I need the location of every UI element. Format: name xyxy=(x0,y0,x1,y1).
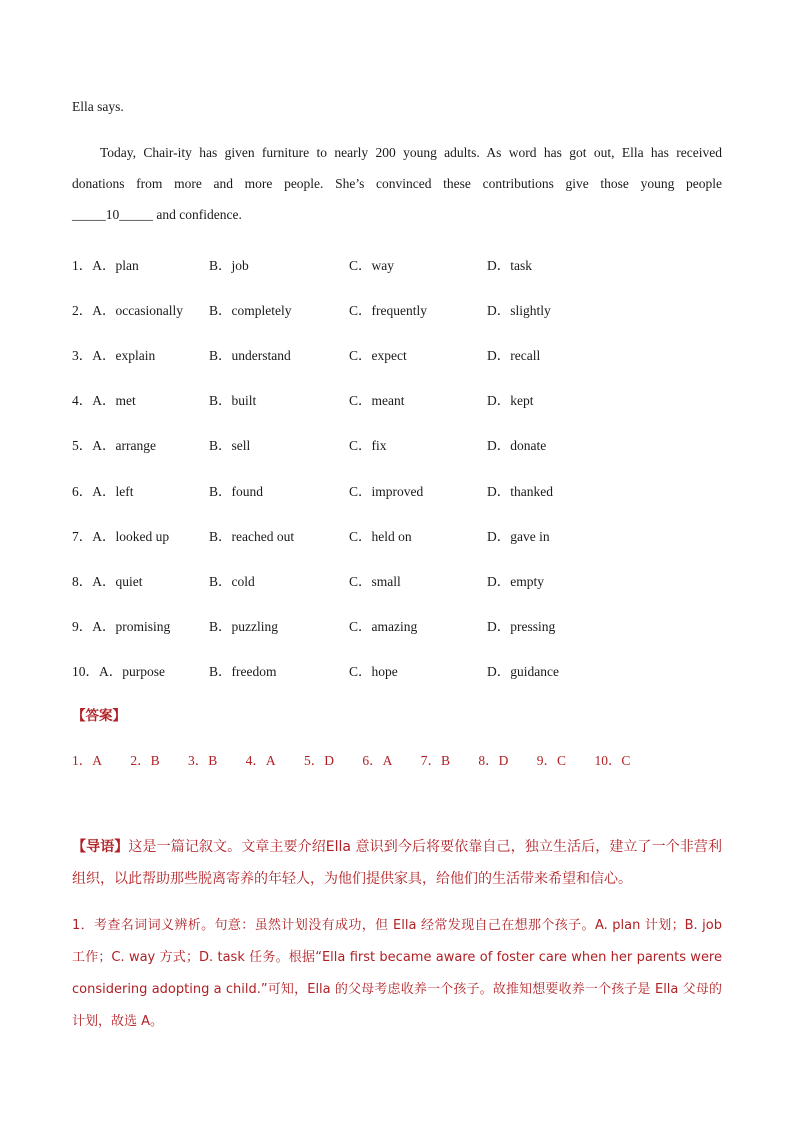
option-a: A．plan xyxy=(92,258,139,273)
answer-item: 5．D xyxy=(304,753,335,768)
question-number: 4． xyxy=(72,393,93,409)
question-number: 6． xyxy=(72,483,93,499)
option-b: B．puzzling xyxy=(209,618,278,634)
option-d: D．thanked xyxy=(487,483,553,499)
option-c-cell xyxy=(349,344,407,364)
option-d-cell xyxy=(487,480,553,500)
option-d: D．guidance xyxy=(487,663,559,679)
option-a-cell xyxy=(72,434,156,454)
option-d-cell xyxy=(487,660,559,680)
option-b: B．reached out xyxy=(209,528,295,544)
option-d-cell xyxy=(487,299,551,319)
option-b: B．understand xyxy=(209,348,291,364)
question-row xyxy=(72,434,732,454)
option-a: A．quiet xyxy=(92,573,143,589)
answer-item: 2．B xyxy=(130,753,160,768)
question-row xyxy=(72,615,732,635)
guide-paragraph xyxy=(72,831,722,895)
question-number: 5． xyxy=(72,438,93,454)
question-number: 2． xyxy=(72,303,93,319)
option-d-cell xyxy=(487,344,540,364)
option-d: D．empty xyxy=(487,573,544,589)
option-b-cell xyxy=(209,254,249,274)
option-c: C．held on xyxy=(349,528,412,544)
answer-item: 7．B xyxy=(420,753,451,768)
option-a-cell xyxy=(72,254,139,274)
option-a-cell xyxy=(72,615,170,635)
option-a: A．purpose xyxy=(99,663,165,679)
option-d: D．task xyxy=(487,258,532,273)
option-d-cell xyxy=(487,570,544,590)
option-d: D．slightly xyxy=(487,303,551,319)
option-c-cell xyxy=(349,525,412,545)
option-c-cell xyxy=(349,570,401,590)
option-a: A．met xyxy=(92,393,136,409)
question-row xyxy=(72,299,732,319)
option-b-cell xyxy=(209,525,294,545)
option-c-cell xyxy=(349,660,398,680)
option-d-cell xyxy=(487,525,550,545)
question-row xyxy=(72,525,732,545)
option-a: A．looked up xyxy=(92,528,170,544)
option-d-cell xyxy=(487,389,534,409)
option-a: A．explain xyxy=(92,348,156,364)
option-b-cell xyxy=(209,570,255,590)
option-d: D．gave in xyxy=(487,528,550,544)
guide-label: 【导语】 xyxy=(72,839,129,855)
explanation-1: 1．考查名词词义辨析。句意：虽然计划没有成功，但 Ella 经常发现自己在想那个孩子。A. plan 计划；B. job 工作；C. way 方式；D. task 任务。根据“Ella first became aware of foster care when her parents were considering adopting a child.”可知，Ella 的父母考虑收养一个孩子。故推知想要收养一个孩子是 Ella 父母的计划，故选 A。 xyxy=(72,918,722,1029)
option-a-cell xyxy=(72,389,136,409)
option-d-cell xyxy=(487,254,532,274)
option-a: A．occasionally xyxy=(92,303,183,319)
passage-paragraph-line-3: _____10_____ and confidence. xyxy=(72,207,242,222)
answer-item: 9．C xyxy=(536,753,567,768)
answer-item: 6．A xyxy=(362,753,393,768)
option-a: A．left xyxy=(92,483,134,499)
passage-paragraph-line-2: donations from more and more people. She’s convinced these contributions give those young people xyxy=(72,176,722,191)
option-b-cell xyxy=(209,299,291,319)
option-c: C．expect xyxy=(349,348,407,364)
option-c: C．way xyxy=(349,258,394,273)
option-b-cell xyxy=(209,660,276,680)
question-number: 1． xyxy=(72,258,93,273)
option-b-cell xyxy=(209,344,291,364)
option-b: B．job xyxy=(209,258,249,273)
question-row xyxy=(72,570,732,590)
option-a-cell xyxy=(72,480,134,500)
option-b-cell xyxy=(209,389,256,409)
option-b-cell xyxy=(209,434,250,454)
option-a-cell xyxy=(72,525,169,545)
option-c-cell xyxy=(349,480,423,500)
option-c-cell xyxy=(349,615,417,635)
option-c: C．amazing xyxy=(349,618,418,634)
option-d: D．pressing xyxy=(487,618,556,634)
option-b: B．sell xyxy=(209,438,251,454)
question-number: 9． xyxy=(72,618,93,634)
answer-item: 1．A xyxy=(72,753,102,768)
guide-text: 这是一篇记叙文。文章主要介绍Ella 意识到今后将要依靠自己，独立生活后，建立了一个非营利组织，以此帮助那些脱离寄养的年轻人，为他们提供家具，给他们的生活带来希望和信心。 xyxy=(72,839,723,887)
option-a-cell xyxy=(72,660,165,680)
option-c: C．meant xyxy=(349,393,405,409)
question-number: 10． xyxy=(72,663,99,679)
passage-line-0: Ella says. xyxy=(72,99,124,114)
option-c: C．hope xyxy=(349,663,398,679)
answer-heading: 【答案】 xyxy=(72,708,126,724)
option-b: B．built xyxy=(209,393,257,409)
option-c: C．improved xyxy=(349,483,424,499)
option-b-cell xyxy=(209,480,263,500)
question-number: 7． xyxy=(72,528,93,544)
option-d: D．kept xyxy=(487,393,534,409)
option-c-cell xyxy=(349,389,405,409)
option-a-cell xyxy=(72,299,183,319)
answer-key xyxy=(72,749,655,769)
option-c-cell xyxy=(349,254,394,274)
option-b: B．found xyxy=(209,483,263,499)
answer-item: 10．C xyxy=(594,753,631,768)
option-d: D．recall xyxy=(487,348,541,364)
question-row xyxy=(72,389,732,409)
answer-item: 3．B xyxy=(188,753,218,768)
option-c: C．frequently xyxy=(349,303,427,319)
question-row xyxy=(72,254,732,274)
option-a-cell xyxy=(72,570,143,590)
question-number: 3． xyxy=(72,348,93,364)
answer-item: 4．A xyxy=(245,753,276,768)
option-d-cell xyxy=(487,434,546,454)
option-b-cell xyxy=(209,615,278,635)
question-number: 8． xyxy=(72,573,93,589)
passage-paragraph-line-1: Today, Chair-ity has given furniture to nearly 200 young adults. As word has got out, Ella has received xyxy=(100,145,722,160)
answer-item: 8．D xyxy=(478,753,509,768)
option-b: B．freedom xyxy=(209,663,277,679)
option-b: B．cold xyxy=(209,573,255,589)
question-row xyxy=(72,344,732,364)
question-row xyxy=(72,480,732,500)
option-c-cell xyxy=(349,299,427,319)
question-row xyxy=(72,660,732,680)
option-c: C．fix xyxy=(349,438,387,454)
option-d-cell xyxy=(487,615,555,635)
option-a: A．arrange xyxy=(92,438,156,454)
option-d: D．donate xyxy=(487,438,547,454)
option-b: B．completely xyxy=(209,303,292,319)
option-a-cell xyxy=(72,344,155,364)
option-c-cell xyxy=(349,434,387,454)
option-c: C．small xyxy=(349,573,401,589)
option-a: A．promising xyxy=(92,618,171,634)
